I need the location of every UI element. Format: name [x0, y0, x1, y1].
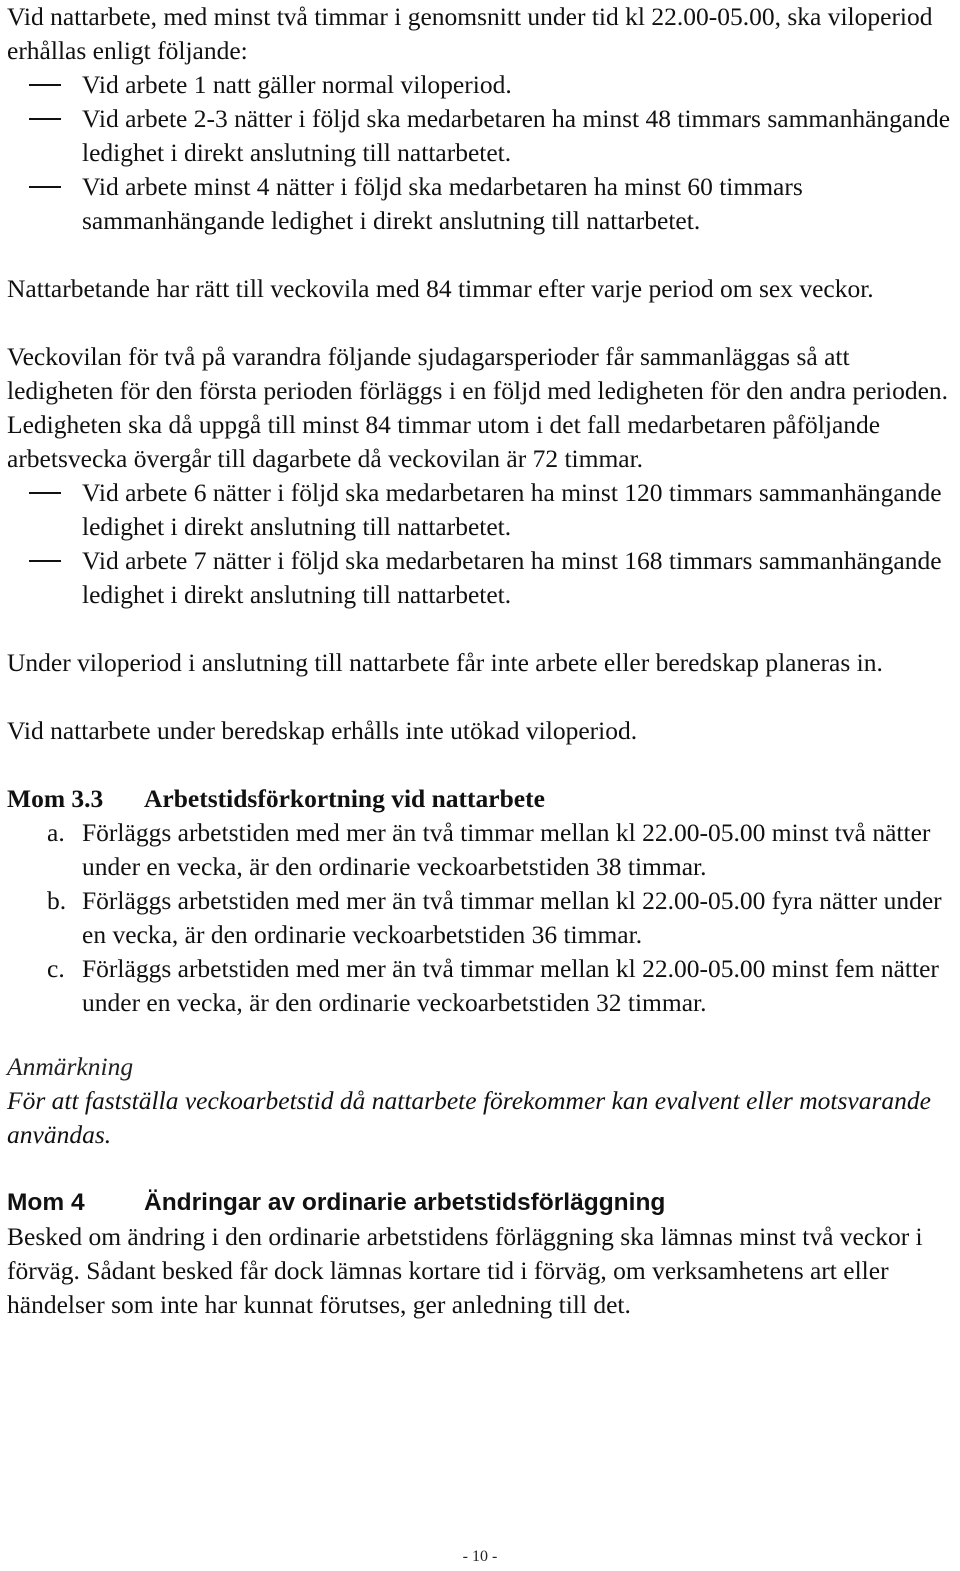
mom33-list — [7, 816, 955, 1020]
list-item — [7, 544, 955, 612]
note-text: För att fastställa veckoarbetstid då nattarbete förekommer kan evalvent eller motsvarande användas. — [7, 1086, 931, 1149]
no-work-paragraph: Under viloperiod i anslutning till nattarbete får inte arbete eller beredskap planeras in. — [7, 648, 883, 677]
combined-rest-paragraph: Veckovilan för två på varandra följande sjudagarsperioder får sammanläggas så att ledigheten för den första perioden förläggs i en följd med ledigheten för den andra perioden. Ledigheten ska då uppgå till minst 84 timmar utom i det fall medarbetaren påföljande arbetsvecka övergår till dagarbete då veckovilan är 72 timmar. — [7, 342, 949, 473]
list-letter: c. — [47, 954, 65, 983]
dash-bullet-icon — [29, 186, 61, 188]
list-item-text: Vid arbete 6 nätter i följd ska medarbetaren ha minst 120 timmars sammanhängande ledighet i direkt anslutning till nattarbetet. — [82, 478, 942, 541]
dash-bullet-icon — [29, 560, 61, 562]
list-item-text: Vid arbete 1 natt gäller normal viloperiod. — [82, 70, 512, 99]
section-number: Mom 4 — [7, 1189, 85, 1216]
intro-paragraph: Vid nattarbete, med minst två timmar i genomsnitt under tid kl 22.00-05.00, ska viloperiod erhållas enligt följande: — [7, 2, 933, 65]
page-number: - 10 - — [462, 1548, 498, 1565]
section-title: Arbetstidsförkortning vid nattarbete — [144, 784, 545, 813]
list-item — [7, 884, 955, 952]
dash-bullet-icon — [29, 118, 61, 120]
list-item-text: Vid arbete minst 4 nätter i följd ska medarbetaren ha minst 60 timmars sammanhängande ledighet i direkt anslutning till nattarbetet. — [82, 172, 803, 235]
intro-dash-list — [7, 68, 955, 238]
list-letter: a. — [47, 818, 65, 847]
section-number: Mom 3.3 — [7, 784, 104, 813]
list-item-text: Förläggs arbetstiden med mer än två timmar mellan kl 22.00-05.00 fyra nätter under en vecka, är den ordinarie veckoarbetstiden 36 timmar. — [82, 886, 942, 949]
document-page — [7, 0, 955, 1322]
list-item — [7, 102, 955, 170]
weekly-rest-paragraph: Nattarbetande har rätt till veckovila med 84 timmar efter varje period om sex veckor. — [7, 274, 874, 303]
long-dash-list — [7, 476, 955, 612]
mom4-heading — [7, 1186, 955, 1220]
list-item — [7, 476, 955, 544]
list-item — [7, 68, 955, 102]
list-item — [7, 952, 955, 1020]
list-item-text: Förläggs arbetstiden med mer än två timmar mellan kl 22.00-05.00 minst fem nätter under en vecka, är den ordinarie veckoarbetstiden 32 timmar. — [82, 954, 939, 1017]
list-item — [7, 170, 955, 238]
list-letter: b. — [47, 886, 67, 915]
list-item — [7, 816, 955, 884]
list-item-text: Vid arbete 7 nätter i följd ska medarbetaren ha minst 168 timmars sammanhängande ledighet i direkt anslutning till nattarbetet. — [82, 546, 942, 609]
section-title: Ändringar av ordinarie arbetstidsförläggning — [144, 1189, 666, 1216]
on-call-paragraph: Vid nattarbete under beredskap erhålls inte utökad viloperiod. — [7, 716, 638, 745]
mom33-heading — [7, 782, 955, 816]
note-title: Anmärkning — [7, 1052, 134, 1081]
dash-bullet-icon — [29, 84, 61, 86]
mom4-paragraph: Besked om ändring i den ordinarie arbetstidens förläggning ska lämnas minst två veckor i förväg. Sådant besked får dock lämnas kortare tid i förväg, om verksamhetens art eller händelser som inte har kunnat förutses, ger anledning till det. — [7, 1222, 923, 1319]
list-item-text: Förläggs arbetstiden med mer än två timmar mellan kl 22.00-05.00 minst två nätter under en vecka, är den ordinarie veckoarbetstiden 38 timmar. — [82, 818, 931, 881]
dash-bullet-icon — [29, 492, 61, 494]
list-item-text: Vid arbete 2-3 nätter i följd ska medarbetaren ha minst 48 timmars sammanhängande ledighet i direkt anslutning till nattarbetet. — [82, 104, 951, 167]
